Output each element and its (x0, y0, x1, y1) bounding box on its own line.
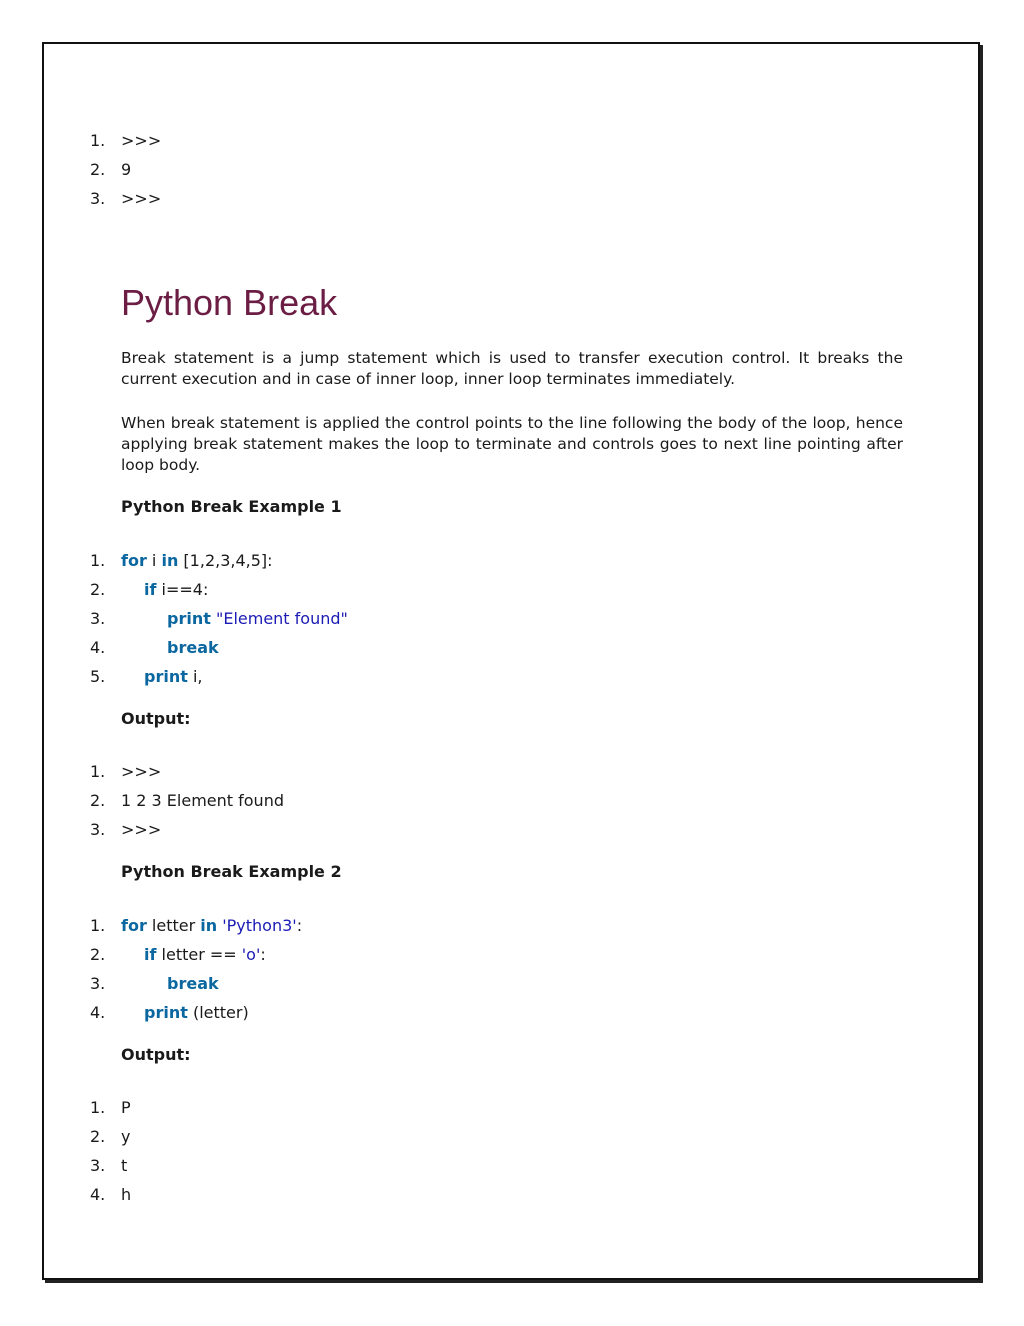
code-text (121, 911, 302, 940)
line-number: 3. (90, 974, 106, 993)
line-number: 4. (90, 1003, 106, 1022)
keyword: in (200, 916, 218, 935)
line-number: 1. (90, 916, 106, 935)
code-token: [1,2,3,4,5]: (178, 551, 273, 570)
paragraph-intro: Break statement is a jump statement which is used to transfer execution control. It breaks the current execution and in case of inner loop, inner loop terminates immediately. (121, 349, 903, 388)
keyword: break (167, 974, 219, 993)
code-text (167, 633, 219, 662)
code-text (167, 604, 348, 633)
string-literal: 'o' (241, 945, 261, 964)
output-line: t (121, 1156, 128, 1175)
output-line: >>> (121, 762, 162, 781)
output-line: 9 (121, 160, 132, 179)
code-text (167, 969, 219, 998)
output-line: >>> (121, 820, 162, 839)
code-token: : (260, 945, 266, 964)
code-text (144, 940, 266, 969)
section-title: Python Break (121, 282, 338, 323)
keyword: print (144, 667, 188, 686)
code-token: i, (187, 667, 203, 686)
line-number: 5. (90, 667, 106, 686)
example1-heading: Python Break Example 1 (121, 497, 342, 516)
line-number: 1. (90, 131, 106, 150)
line-number: 3. (90, 820, 106, 839)
code-text (144, 575, 208, 604)
keyword: break (167, 638, 219, 657)
line-number: 4. (90, 638, 106, 657)
paragraph-details: When break statement is applied the control points to the line following the body of the loop, hence applying break statement makes the loop to terminate and controls goes to next line pointing after loop body. (121, 414, 903, 474)
keyword: print (144, 1003, 188, 1022)
line-number: 2. (90, 160, 106, 179)
code-token: : (296, 916, 303, 935)
example1-output-label: Output: (121, 709, 191, 728)
code-token: letter (146, 916, 201, 935)
string-literal: "Element found" (215, 609, 348, 628)
keyword: in (161, 551, 179, 570)
line-number: 2. (90, 580, 106, 599)
code-token: (letter) (187, 1003, 249, 1022)
keyword: if (144, 945, 157, 964)
keyword: if (144, 580, 157, 599)
line-number: 1. (90, 762, 106, 781)
output-line: P (121, 1098, 131, 1117)
example2-heading: Python Break Example 2 (121, 862, 342, 881)
line-number: 2. (90, 1127, 106, 1146)
example2-output-label: Output: (121, 1045, 191, 1064)
line-number: 2. (90, 945, 106, 964)
output-line: h (121, 1185, 132, 1204)
keyword: for (121, 916, 147, 935)
line-number: 1. (90, 551, 106, 570)
line-number: 4. (90, 1185, 106, 1204)
code-token: letter == (156, 945, 242, 964)
output-line: 1 2 3 Element found (121, 791, 284, 810)
code-text (121, 546, 273, 575)
output-line: >>> (121, 189, 162, 208)
line-number: 1. (90, 1098, 106, 1117)
code-token: i (146, 551, 162, 570)
code-token: i==4: (156, 580, 209, 599)
line-number: 3. (90, 1156, 106, 1175)
output-line: y (121, 1127, 131, 1146)
keyword: for (121, 551, 147, 570)
line-number: 3. (90, 609, 106, 628)
line-number: 3. (90, 189, 106, 208)
line-number: 2. (90, 791, 106, 810)
output-line: >>> (121, 131, 162, 150)
code-text (144, 662, 203, 691)
keyword: print (167, 609, 211, 628)
string-literal: 'Python3' (222, 916, 297, 935)
code-text (144, 998, 249, 1027)
